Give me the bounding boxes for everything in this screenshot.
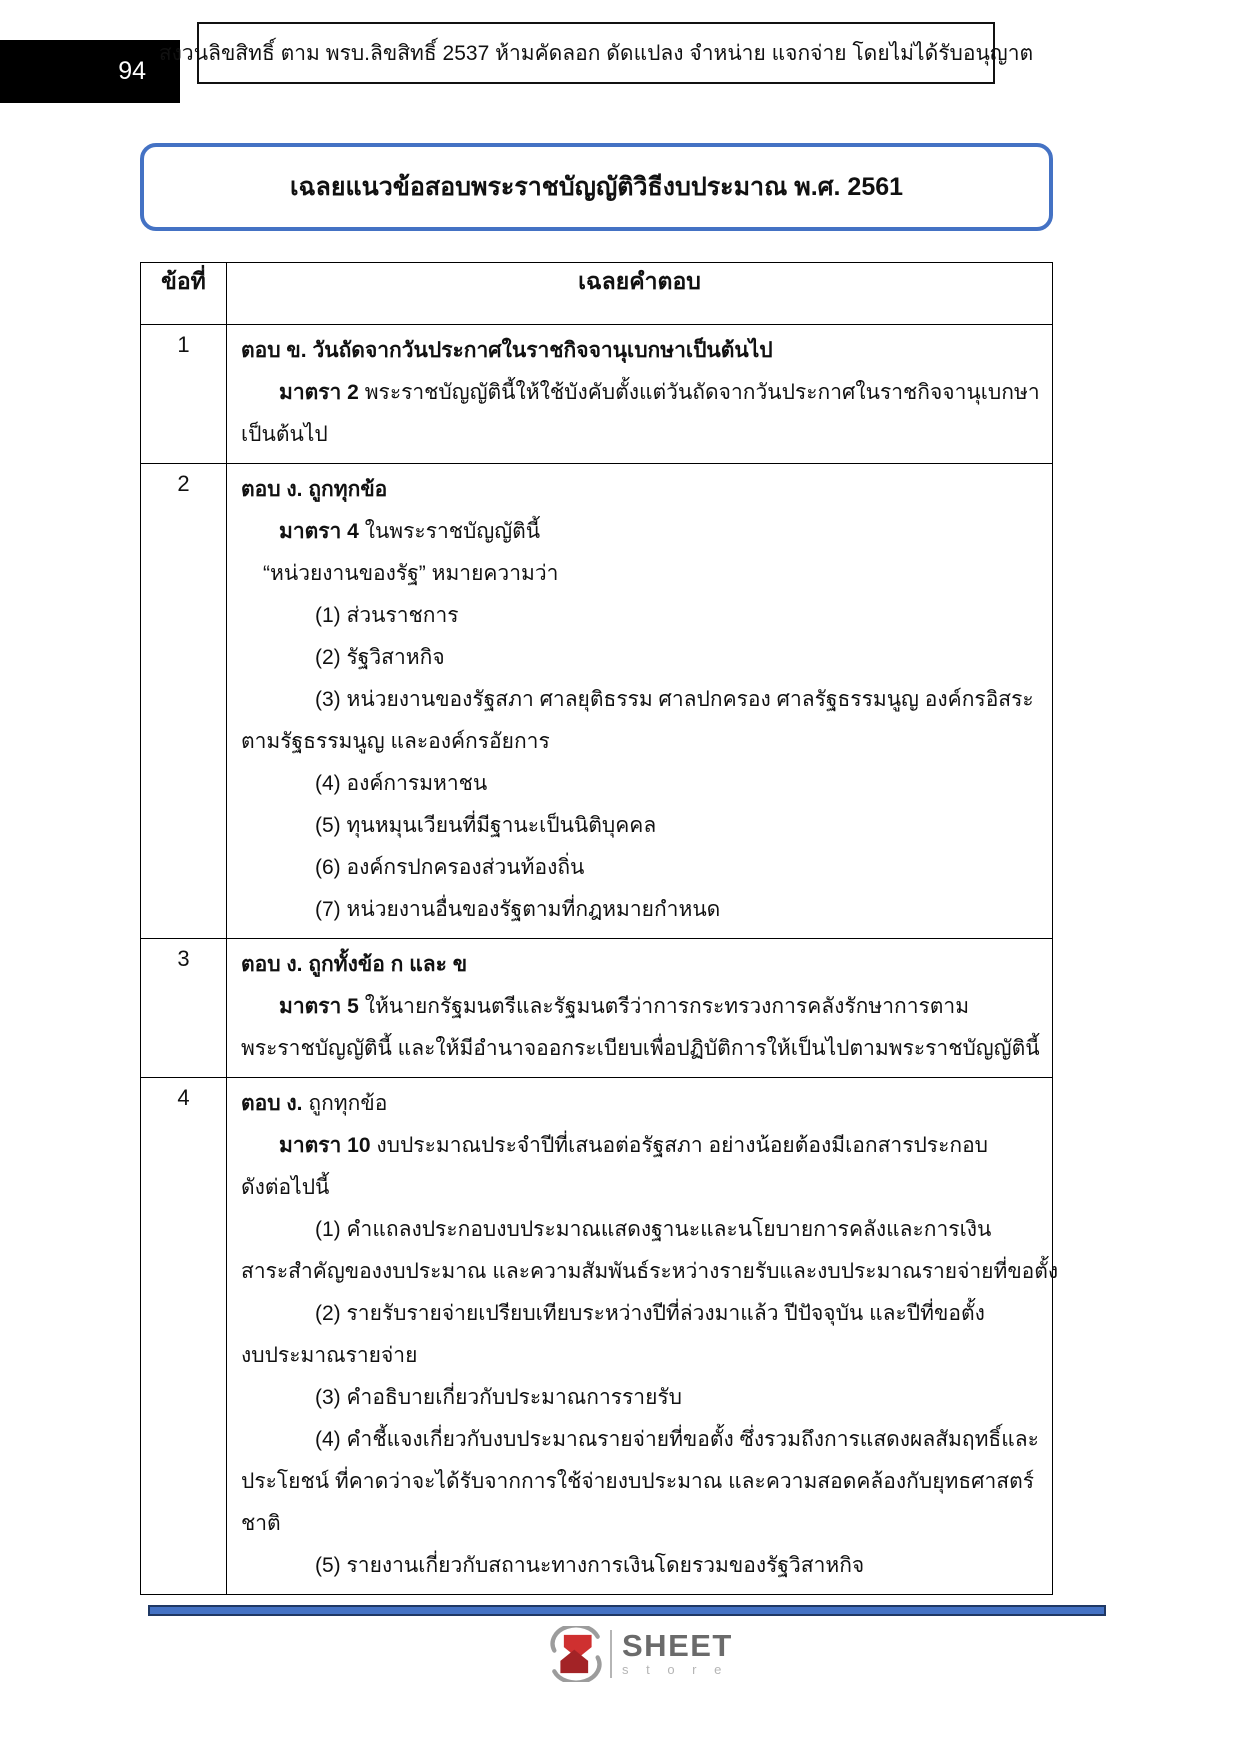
answer-line: สาระสำคัญของงบประมาณ และความสัมพันธ์ระหว่างรายรับและงบประมาณรายจ่ายที่ขอตั้ง	[241, 1260, 1059, 1283]
answer-line: ตอบ ง. ถูกทุกข้อ	[241, 1092, 388, 1115]
page-number-badge	[0, 40, 180, 103]
row-answer	[227, 939, 1053, 1078]
answer-line: (5) ทุนหมุนเวียนที่มีฐานะเป็นนิติบุคคล	[315, 814, 657, 837]
answer-line: “หน่วยงานของรัฐ” หมายความว่า	[263, 562, 559, 585]
row-number: 2	[141, 464, 227, 939]
row-number: 3	[141, 939, 227, 1078]
document-title: เฉลยแนวข้อสอบพระราชบัญญัติวิธีงบประมาณ พ.ศ. 2561	[289, 173, 904, 201]
answer-line: พระราชบัญญัตินี้ และให้มีอำนาจออกระเบียบเพื่อปฏิบัติการให้เป็นไปตามพระราชบัญญัตินี้	[241, 1037, 1040, 1060]
table-header-no: ข้อที่	[141, 263, 227, 325]
copyright-box	[158, 22, 1034, 84]
sheet-store-s-icon	[550, 1626, 602, 1682]
document-title-box	[140, 143, 1053, 231]
answers-table-head	[141, 263, 1053, 325]
answer-line: (5) รายงานเกี่ยวกับสถานะทางการเงินโดยรวมของรัฐวิสาหกิจ	[315, 1554, 865, 1577]
answer-line: เป็นต้นไป	[241, 423, 328, 446]
logo-text	[622, 1628, 733, 1677]
answer-line: มาตรา 10 งบประมาณประจำปีที่เสนอต่อรัฐสภา อย่างน้อยต้องมีเอกสารประกอบ	[279, 1134, 989, 1157]
copyright-text: สงวนลิขสิทธิ์ ตาม พรบ.ลิขสิทธิ์ 2537 ห้ามคัดลอก ดัดแปลง จำหน่าย แจกจ่าย โดยไม่ได้รับอนุญาต	[158, 41, 1034, 65]
row-number: 4	[141, 1078, 227, 1595]
answer-row	[141, 464, 1053, 939]
answer-line: (1) ส่วนราชการ	[315, 604, 459, 627]
answer-line-bold: ตอบ ง.	[241, 1092, 303, 1115]
page-number: 94	[118, 57, 146, 85]
answer-line-bold: ตอบ ง. ถูกทุกข้อ	[241, 478, 388, 501]
answer-line-bold: ตอบ ง. ถูกทั้งข้อ ก และ ข	[241, 953, 468, 976]
sheet-store-logo	[550, 1626, 733, 1682]
table-header-answer: เฉลยคำตอบ	[227, 263, 1053, 325]
answer-line: (3) หน่วยงานของรัฐสภา ศาลยุติธรรม ศาลปกครอง ศาลรัฐธรรมนูญ องค์กรอิสระ	[315, 688, 1034, 711]
answer-line-bold: มาตรา 4	[279, 520, 359, 543]
answer-line: มาตรา 2 พระราชบัญญัตินี้ให้ใช้บังคับตั้งแต่วันถัดจากวันประกาศในราชกิจจานุเบกษา	[279, 381, 1040, 404]
answer-line-bold: มาตรา 5	[279, 995, 359, 1018]
answers-header-row	[141, 263, 1053, 325]
answer-line: (7) หน่วยงานอื่นของรัฐตามที่กฎหมายกำหนด	[315, 898, 721, 921]
answer-line: ดังต่อไปนี้	[241, 1176, 330, 1199]
row-number: 1	[141, 325, 227, 464]
answer-line: (1) คำแถลงประกอบงบประมาณแสดงฐานะและนโยบายการคลังและการเงิน	[315, 1218, 992, 1241]
answer-line-bold: ตอบ ข. วันถัดจากวันประกาศในราชกิจจานุเบกษาเป็นต้นไป	[241, 339, 773, 362]
answer-line: ตามรัฐธรรมนูญ และองค์กรอัยการ	[241, 730, 550, 753]
answer-line-bold: มาตรา 2	[279, 381, 359, 404]
answer-line: มาตรา 5 ให้นายกรัฐมนตรีและรัฐมนตรีว่าการกระทรวงการคลังรักษาการตาม	[279, 995, 970, 1018]
answer-line	[241, 944, 1038, 986]
answers-table-body	[141, 325, 1059, 1595]
answer-row	[141, 939, 1053, 1078]
answers-table	[140, 262, 1059, 1595]
answer-line: (2) รายรับรายจ่ายเปรียบเทียบระหว่างปีที่ล่วงมาแล้ว ปีปัจจุบัน และปีที่ขอตั้ง	[315, 1302, 985, 1325]
logo-name: SHEET	[622, 1628, 733, 1663]
row-answer	[227, 1078, 1059, 1595]
answer-line: ประโยชน์ ที่คาดว่าจะได้รับจากการใช้จ่ายงบประมาณ และความสอดคล้องกับยุทธศาสตร์	[241, 1470, 1035, 1493]
footer-rule	[148, 1605, 1106, 1616]
answer-row	[141, 325, 1053, 464]
answer-line: มาตรา 4 ในพระราชบัญญัตินี้	[279, 520, 541, 543]
row-answer	[227, 464, 1053, 939]
answer-line: (2) รัฐวิสาหกิจ	[315, 646, 445, 669]
row-answer	[227, 325, 1053, 464]
logo-divider	[610, 1630, 612, 1678]
answer-line: (6) องค์กรปกครองส่วนท้องถิ่น	[315, 856, 585, 879]
answer-line	[241, 330, 1038, 372]
answer-row	[141, 1078, 1053, 1595]
logo-subname: s t o r e	[622, 1662, 729, 1677]
answer-line-bold: มาตรา 10	[279, 1134, 371, 1157]
answer-line: ชาติ	[241, 1512, 281, 1535]
answer-line: (4) คำชี้แจงเกี่ยวกับงบประมาณรายจ่ายที่ขอตั้ง ซึ่งรวมถึงการแสดงผลสัมฤทธิ์และ	[315, 1428, 1039, 1451]
answer-line: (3) คำอธิบายเกี่ยวกับประมาณการรายรับ	[315, 1386, 683, 1409]
answer-line: (4) องค์การมหาชน	[315, 772, 488, 795]
answer-line: งบประมาณรายจ่าย	[241, 1344, 418, 1367]
answer-line	[241, 469, 1038, 511]
